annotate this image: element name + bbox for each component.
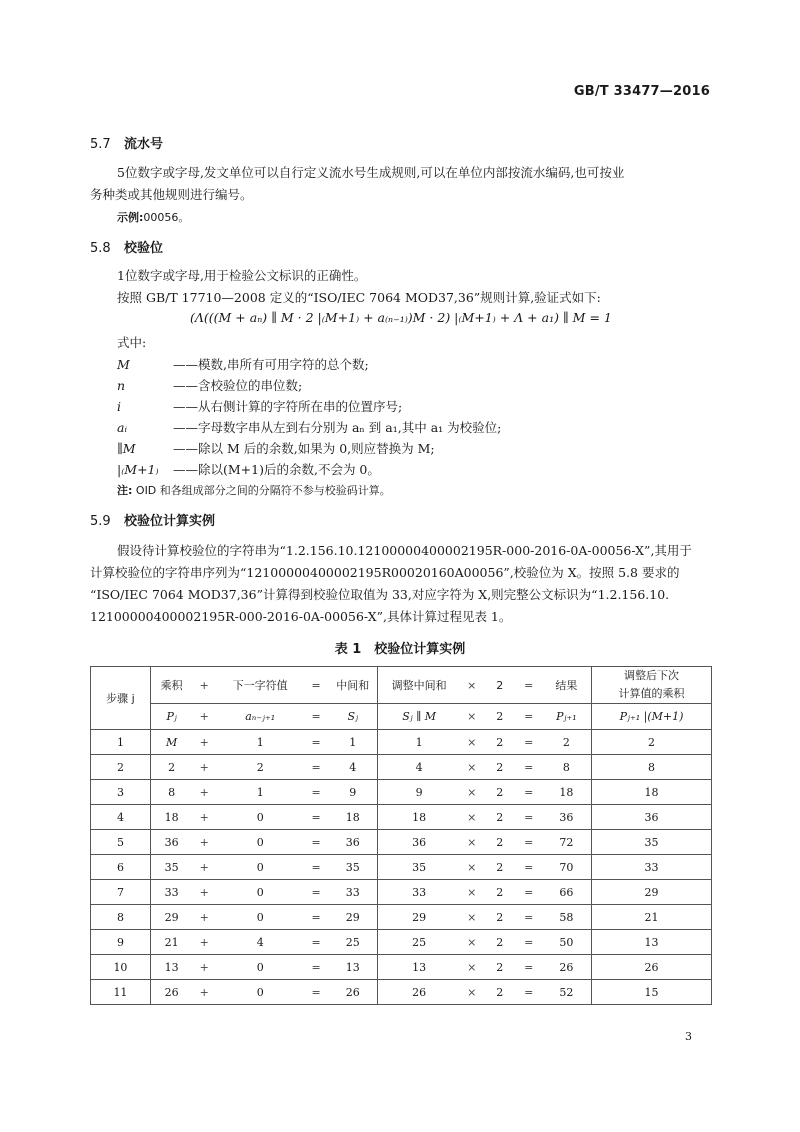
cell-plus: + [192,830,216,855]
cell-times: × [460,830,484,855]
cell-result: 8 [542,755,592,780]
variable-symbol: M [117,357,130,372]
symbol-p: Pⱼ [150,704,192,730]
cell-adjusted-mid-sum: 4 [378,755,460,780]
variable-row [117,460,380,478]
cell-two: 2 [484,980,516,1005]
symbol-equals: = [304,704,328,730]
section-number: 5.9 [90,514,111,529]
cell-equals: = [304,730,328,755]
cell-equals: = [304,955,328,980]
table-row [91,755,712,780]
variable-row [117,418,501,436]
cell-product: 33 [150,880,192,905]
cell-next-product: 8 [592,755,712,780]
cell-adjusted-mid-sum: 29 [378,905,460,930]
cell-adjusted-mid-sum: 35 [378,855,460,880]
header-adjusted-mid-sum: 调整中间和 [378,667,460,704]
cell-equals: = [516,980,542,1005]
variable-symbol: ∥M [117,441,136,456]
variable-desc: ——含校验位的串位数; [173,378,303,393]
header-step: 步骤 j [91,667,151,730]
cell-product: 36 [150,830,192,855]
cell-mid-sum: 29 [328,905,378,930]
cell-step: 11 [91,980,151,1005]
cell-plus: + [192,805,216,830]
cell-equals: = [516,730,542,755]
cell-product: 18 [150,805,192,830]
cell-plus: + [192,980,216,1005]
table-row [91,955,712,980]
cell-two: 2 [484,730,516,755]
cell-step: 2 [91,755,151,780]
cell-times: × [460,755,484,780]
cell-plus: + [192,780,216,805]
section-5-9-para-line1: 假设待计算校验位的字符串为“1.2.156.10.12100000400002195R-000-2016-0A-00056-X”,其用于 [117,543,692,558]
table-row [91,980,712,1005]
cell-step: 1 [91,730,151,755]
table-title: 表 1 校验位计算实例 [334,642,466,657]
symbol-two: 2 [484,704,516,730]
cell-result: 36 [542,805,592,830]
cell-times: × [460,880,484,905]
header-two: 2 [484,667,516,704]
cell-mid-sum: 1 [328,730,378,755]
cell-adjusted-mid-sum: 36 [378,830,460,855]
note-label: 注: [117,484,133,497]
cell-plus: + [192,730,216,755]
cell-two: 2 [484,805,516,830]
table-row [91,855,712,880]
cell-equals: = [516,880,542,905]
cell-mid-sum: 26 [328,980,378,1005]
cell-adjusted-mid-sum: 25 [378,930,460,955]
cell-product: 21 [150,930,192,955]
variable-symbol: aᵢ [117,420,127,435]
variable-desc: ——除以 M 后的余数,如果为 0,则应替换为 M; [173,441,435,456]
cell-equals: = [304,830,328,855]
cell-result: 66 [542,880,592,905]
section-number: 5.7 [90,137,111,152]
cell-step: 7 [91,880,151,905]
cell-next-char: 0 [216,830,304,855]
check-formula: (Λ(((M + aₙ) ∥ M · 2 |₍M+1₎ + a₍ₙ₋₁₎)M · 2) |₍M+1₎ + Λ + a₁) ∥ M = 1 [190,310,612,325]
cell-next-char: 0 [216,805,304,830]
cell-times: × [460,780,484,805]
header-equals: = [304,667,328,704]
cell-adjusted-mid-sum: 1 [378,730,460,755]
cell-two: 2 [484,905,516,930]
cell-result: 18 [542,780,592,805]
cell-next-product: 26 [592,955,712,980]
table-row [91,880,712,905]
cell-equals: = [304,780,328,805]
cell-result: 2 [542,730,592,755]
cell-result: 72 [542,830,592,855]
cell-step: 5 [91,830,151,855]
table-header-row [91,667,712,704]
example-label: 示例: [117,211,144,224]
symbol-equals: = [516,704,542,730]
cell-times: × [460,905,484,930]
symbol-s: Sⱼ [328,704,378,730]
cell-product: 26 [150,980,192,1005]
section-5-7-body-line2: 务种类或其他规则进行编号。 [90,187,253,202]
cell-mid-sum: 4 [328,755,378,780]
check-digit-table [90,666,712,1005]
cell-equals: = [304,855,328,880]
symbol-a: aₙ₋ⱼ₊₁ [216,704,304,730]
cell-next-product: 35 [592,830,712,855]
header-times: × [460,667,484,704]
cell-product: 29 [150,905,192,930]
where-label: 式中: [117,335,147,350]
cell-next-char: 1 [216,780,304,805]
cell-adjusted-mid-sum: 13 [378,955,460,980]
cell-next-product: 18 [592,780,712,805]
cell-adjusted-mid-sum: 33 [378,880,460,905]
variable-row [117,376,302,394]
cell-two: 2 [484,755,516,780]
cell-equals: = [516,905,542,930]
cell-adjusted-mid-sum: 18 [378,805,460,830]
section-5-7-example [117,209,189,225]
cell-product: M [150,730,192,755]
cell-next-product: 29 [592,880,712,905]
cell-times: × [460,955,484,980]
section-5-8-line1: 1位数字或字母,用于检验公文标识的正确性。 [117,268,367,283]
header-next-char: 下一字符值 [216,667,304,704]
cell-mid-sum: 13 [328,955,378,980]
cell-two: 2 [484,930,516,955]
cell-equals: = [516,955,542,980]
cell-two: 2 [484,955,516,980]
note [117,482,391,498]
variable-desc: ——字母数字串从左到右分别为 aₙ 到 a₁,其中 a₁ 为校验位; [173,420,502,435]
cell-next-char: 4 [216,930,304,955]
symbol-s-mod: Sⱼ ∥ M [378,704,460,730]
section-5-9-para-line2: 计算校验位的字符串序列为“12100000400002195R00020160A00056”,校验位为 X。按照 5.8 要求的 [90,565,680,580]
cell-equals: = [304,805,328,830]
cell-step: 6 [91,855,151,880]
header-next-product-line2: 计算值的乘积 [618,687,685,700]
cell-next-char: 0 [216,880,304,905]
cell-two: 2 [484,830,516,855]
table-row [91,805,712,830]
variable-desc: ——除以(M+1)后的余数,不会为 0。 [173,462,380,477]
cell-times: × [460,980,484,1005]
section-5-8-line2: 按照 GB/T 17710—2008 定义的“ISO/IEC 7064 MOD37,36”规则计算,验证式如下: [117,290,601,305]
cell-mid-sum: 25 [328,930,378,955]
section-title: 校验位 [124,241,164,256]
cell-two: 2 [484,880,516,905]
variable-symbol: i [117,399,121,414]
cell-plus: + [192,955,216,980]
variable-row [117,355,369,373]
section-title: 流水号 [124,137,164,152]
cell-equals: = [516,830,542,855]
symbol-plus: + [192,704,216,730]
cell-next-char: 1 [216,730,304,755]
cell-plus: + [192,755,216,780]
table-body [91,730,712,1005]
cell-next-product: 33 [592,855,712,880]
variable-row [117,439,435,457]
cell-step: 4 [91,805,151,830]
header-product: 乘积 [150,667,192,704]
cell-plus: + [192,905,216,930]
section-5-9-para-line3: “ISO/IEC 7064 MOD37,36”计算得到校验位取值为 33,对应字符为 X,则完整公文标识为“1.2.156.10. [90,587,670,602]
header-plus: + [192,667,216,704]
cell-next-product: 2 [592,730,712,755]
cell-plus: + [192,855,216,880]
cell-mid-sum: 9 [328,780,378,805]
cell-result: 26 [542,955,592,980]
section-number: 5.8 [90,241,111,256]
cell-mid-sum: 36 [328,830,378,855]
cell-mid-sum: 35 [328,855,378,880]
cell-equals: = [516,805,542,830]
cell-times: × [460,930,484,955]
table-symbol-row [91,704,712,730]
cell-plus: + [192,880,216,905]
symbol-p-adjusted: Pⱼ₊₁ |(M+1) [592,704,712,730]
cell-next-product: 36 [592,805,712,830]
cell-equals: = [304,755,328,780]
section-5-7-body-line1: 5位数字或字母,发文单位可以自行定义流水号生成规则,可以在单位内部按流水编码,也可按业 [117,165,625,180]
cell-next-char: 0 [216,855,304,880]
header-result: 结果 [542,667,592,704]
header-next-product [592,667,712,704]
cell-mid-sum: 18 [328,805,378,830]
table-row [91,930,712,955]
page-number: 3 [685,1030,692,1043]
cell-equals: = [304,980,328,1005]
example-value: 00056。 [143,211,190,224]
cell-equals: = [516,780,542,805]
symbol-times: × [460,704,484,730]
cell-product: 13 [150,955,192,980]
variable-row [117,397,402,415]
header-mid-sum: 中间和 [328,667,378,704]
cell-times: × [460,805,484,830]
table-row [91,780,712,805]
cell-equals: = [304,880,328,905]
cell-result: 70 [542,855,592,880]
cell-times: × [460,855,484,880]
cell-next-char: 0 [216,980,304,1005]
header-equals: = [516,667,542,704]
table-row [91,905,712,930]
cell-two: 2 [484,780,516,805]
cell-next-product: 15 [592,980,712,1005]
section-5-9-para-line4: 12100000400002195R-000-2016-0A-00056-X”,具体计算过程见表 1。 [90,609,512,624]
cell-step: 3 [91,780,151,805]
note-text: OID 和各组成部分之间的分隔符不参与校验码计算。 [135,484,391,497]
cell-two: 2 [484,855,516,880]
section-title: 校验位计算实例 [124,514,216,529]
section-5-8-heading [90,237,163,256]
section-5-9-heading [90,510,215,529]
variable-desc: ——模数,串所有可用字符的总个数; [173,357,369,372]
cell-result: 58 [542,905,592,930]
cell-next-char: 2 [216,755,304,780]
table-row [91,830,712,855]
cell-product: 2 [150,755,192,780]
cell-adjusted-mid-sum: 9 [378,780,460,805]
cell-mid-sum: 33 [328,880,378,905]
table-row [91,730,712,755]
cell-step: 8 [91,905,151,930]
variable-symbol: |₍M+1₎ [117,462,159,477]
cell-adjusted-mid-sum: 26 [378,980,460,1005]
cell-equals: = [304,905,328,930]
cell-plus: + [192,930,216,955]
cell-result: 52 [542,980,592,1005]
cell-next-product: 13 [592,930,712,955]
cell-equals: = [516,930,542,955]
cell-step: 10 [91,955,151,980]
cell-product: 35 [150,855,192,880]
standard-code: GB/T 33477—2016 [573,84,710,99]
variable-symbol: n [117,378,126,393]
cell-next-char: 0 [216,905,304,930]
header-next-product-line1: 调整后下次 [624,669,680,682]
cell-result: 50 [542,930,592,955]
cell-product: 8 [150,780,192,805]
cell-next-char: 0 [216,955,304,980]
cell-equals: = [304,930,328,955]
cell-equals: = [516,755,542,780]
cell-step: 9 [91,930,151,955]
cell-next-product: 21 [592,905,712,930]
variable-desc: ——从右侧计算的字符所在串的位置序号; [173,399,403,414]
symbol-p-next: Pⱼ₊₁ [542,704,592,730]
cell-times: × [460,730,484,755]
cell-equals: = [516,855,542,880]
section-5-7-heading [90,133,163,152]
